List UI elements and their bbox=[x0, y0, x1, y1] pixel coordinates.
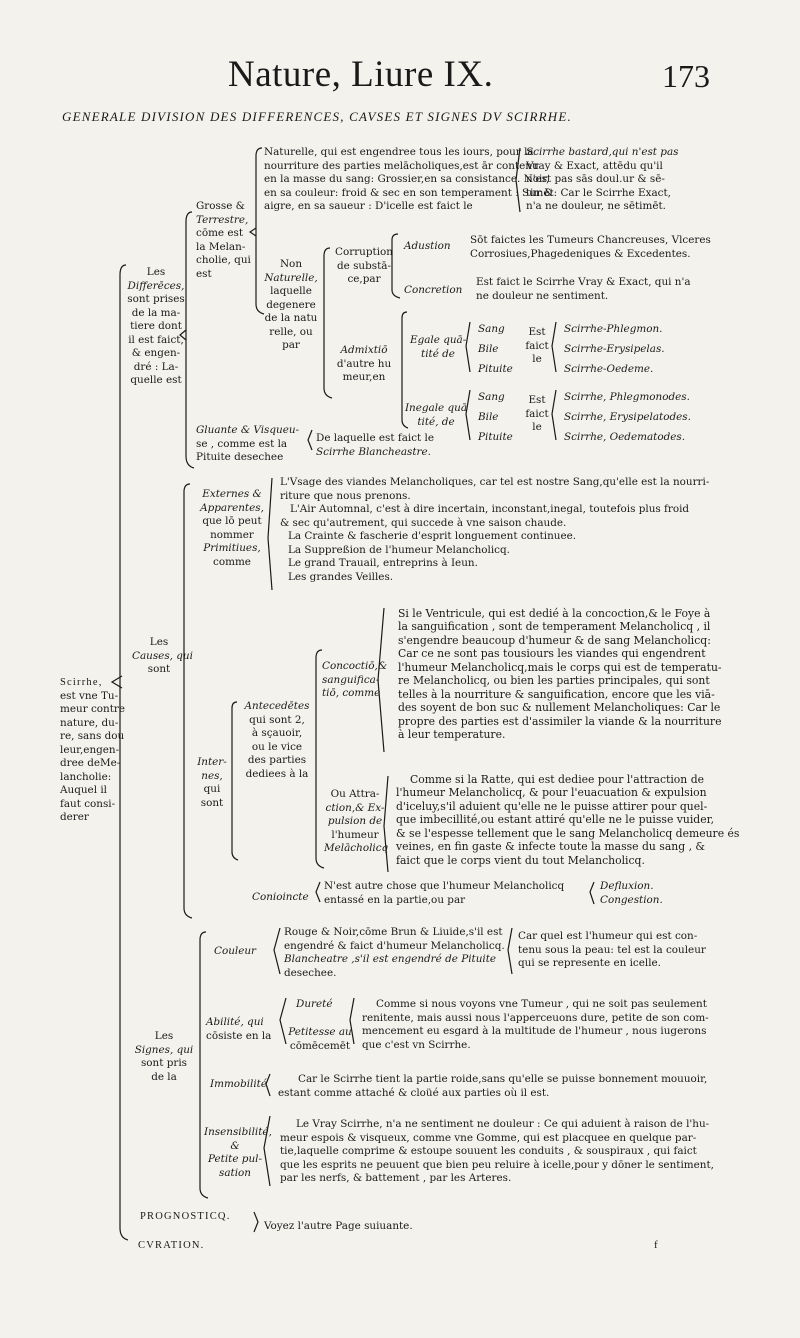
durete-label: Dureté bbox=[296, 998, 333, 1010]
concretion-result: Est faict le Scirrhe Vray & Exact, qui n'a ne douleur ne sentiment. bbox=[476, 276, 691, 302]
antecedentes-label: Antecedētes qui sont 2, à sçauoir, ou le vice des parties dediees à la bbox=[244, 700, 310, 780]
insensibilite-text: Le Vray Scirrhe, n'a ne sentiment ne douleur : Ce qui aduient à raison de l'hu- meur espois & visqueux, comme vne Gomme, qui est placquee en quelque par- tie,laquelle comprime & estoupe souuent les conduits , & souspiraux , qui faict que les esprits ne peuuent que bien peu reluire à icelle,pour y dōner le sentiment, par les nerfs, & battement , par les Arteres. bbox=[280, 1118, 714, 1185]
egale-results: Scirrhe-Phlegmon. Scirrhe-Erysipelas. Scirrhe-Oedeme. bbox=[564, 323, 665, 375]
internes-label: Inter- nes, qui sont bbox=[197, 756, 227, 809]
attraction-text: Comme si la Ratte, qui est dediee pour l'attraction de l'humeur Melancholicq, & pour l'euacuation & expulsion d'iceluy,s'il aduient qu'elle ne le puisse attirer pour quel- que imbecillité,ou estant attiré qu'elle ne le puisse vuider, & se l'espesse tellement que le sang Melancholicq demeure és veines, en fin gaste & infecte toute la masse du sang , & faict que le corps vient du tout Melancholicq. bbox=[396, 773, 740, 867]
adustion-label: Adustion bbox=[404, 240, 451, 252]
petitesse-label: Petitesse au cōmēcemēt bbox=[288, 1026, 352, 1052]
page-subtitle: GENERALE DIVISION DES DIFFERENCES, CAVSES ET SIGNES DV SCIRRHE. bbox=[62, 109, 572, 124]
page-title: Nature, Liure IX. bbox=[228, 54, 494, 95]
differences-label: Les Differēces, sont prises de la ma- tiere dont il est faict, & engen- dré : La- quelle est bbox=[127, 266, 185, 387]
corruption-label: Corruption de substā- ce,par bbox=[335, 246, 393, 286]
signes-label: Les Signes, qui sont pris de la bbox=[134, 1030, 194, 1083]
est-faict-inegale: Est faict le bbox=[525, 394, 549, 434]
habilite-text: Comme si nous voyons vne Tumeur , qui ne soit pas seulement renitente, mais aussi nous l'apperceuons dure, petite de son com- mencement eu esgard à la multitude de l'humeur , nous iugerons que c'est vn Scirrhe. bbox=[362, 998, 709, 1051]
conioincte-results: Defluxion. Congestion. bbox=[600, 880, 663, 906]
naturelle-text: Naturelle, qui est engendree tous les iours, pour la nourriture des parties melācholiques,est ār contenu en la masse du sang: Grossier,en sa consistance. Noir, en sa couleur: froid & sec en son temperament : Sur & aigre, en sa saueur : D'icelle est faict le bbox=[264, 146, 554, 213]
naturelle-result: Scirrhe bastard,qui n'est pas Vray & Exact, attēdu qu'il n'est pas sās doul.ur & sē- timēt: Car le Scirrhe Exact, n'a ne douleur, ne sētimēt. bbox=[526, 146, 679, 213]
habilite-label: Abilité, qui cōsiste en la bbox=[206, 1016, 272, 1042]
concoction-text: Si le Ventricule, qui est dedié à la concoction,& le Foye à la sanguification , sont de temperament Melancholicq , il s'engendre beaucoup d'humeur & de sang Melancholicq: Car ce ne sont pas tousiours les viandes qui engendrent l'humeur Melancholicq,mais le corps qui est de temperatu- re Melancholicq, ou bien les parties principales, qui sont telles à la nourriture & sanguification, encore que les viā- des soyent de bon suc & nullement Melancholiques: Car le propre des parties est d'assimiler la viande & la nourriture à leur temperature. bbox=[398, 607, 722, 742]
gluante-label: Gluante & Visqueu- se , comme est la Pituite desechee bbox=[196, 424, 300, 464]
insensibilite-label: Insensibilité, & Petite pul- sation bbox=[204, 1126, 272, 1179]
concretion-label: Concretion bbox=[404, 284, 463, 296]
externes-label: Externes & Apparentes, que lō peut nommer Primitiues, comme bbox=[200, 488, 264, 568]
non-naturelle-label: Non Naturelle, laquelle degenere de la natu relle, ou par bbox=[264, 258, 318, 352]
couleur-result: Car quel est l'humeur qui est con- tenu sous la peau: tel est la couleur qui se represente en icelle. bbox=[518, 930, 706, 970]
immobilite-text: Car le Scirrhe tient la partie roide,sans qu'elle se puisse bonnement mouuoir, estant comme attaché & cloüé aux parties où il est. bbox=[278, 1073, 708, 1099]
attraction-label: Ou Attra- ction,& Ex- pulsion de l'humeur Melācholicq bbox=[324, 788, 389, 855]
page-number: 173 bbox=[662, 58, 710, 94]
gluante-result: De laquelle est faict le Scirrhe Blancheastre. bbox=[316, 432, 434, 458]
externes-list: L'Vsage des viandes Melancholiques, car tel est nostre Sang,qu'elle est la nourri- riture que nous prenons. L'Air Automnal, c'est à dire incertain, inconstant,inegal, toutefois plus froid & sec qu'autrement, qui succede à vne saison chaude. La Crainte & fascherie d'esprit longuement continuee. La Suppreßion de l'humeur Melancholicq. Le grand Trauail, entreprins à Ieun. Les grandes Veilles. bbox=[280, 476, 710, 583]
prognostic-label: PROGNOSTICQ. bbox=[140, 1211, 231, 1222]
est-faict-egale: Est faict le bbox=[525, 326, 549, 366]
adustion-result: Sōt faictes les Tumeurs Chancreuses, Vlceres Corrosiues,Phagedeniques & Excedentes. bbox=[470, 234, 711, 260]
inegale-label: Inegale quā tité, de bbox=[404, 402, 468, 428]
curation-label: CVRATION. bbox=[138, 1240, 205, 1251]
egale-label: Egale quā- tité de bbox=[410, 334, 467, 360]
scirrhe-definition: Scirrhe, est vne Tu- meur contre nature, du- re, sans dou leur,engen- dree deMe- lancholie: Auquel il faut consi- derer bbox=[60, 677, 126, 824]
couleur-label: Couleur bbox=[214, 945, 257, 957]
causes-label: Les Causes, qui sont bbox=[132, 636, 193, 676]
couleur-text: Rouge & Noir,cōme Brun & Liuide,s'il est engendré & faict d'humeur Melancholicq. Blancheatre ,s'il est engendré de Pituite desechee. bbox=[284, 926, 505, 979]
immobilite-label: Immobilité bbox=[210, 1078, 268, 1090]
voyez-note: Voyez l'autre Page suiuante. bbox=[264, 1220, 413, 1232]
conioincte-text: N'est autre chose que l'humeur Melancholicq entassé en la partie,ou par bbox=[324, 880, 565, 906]
admixtion-label: Admixtiō d'autre hu meur,en bbox=[336, 344, 392, 384]
inegale-results: Scirrhe, Phlegmonodes. Scirrhe, Erysipelatodes. Scirrhe, Oedematodes. bbox=[564, 391, 691, 443]
humeurs-inegale: Sang Bile Pituite bbox=[478, 391, 513, 443]
conioincte-label: Conioincte bbox=[252, 891, 309, 903]
humeurs-egale: Sang Bile Pituite bbox=[478, 323, 513, 375]
signature-mark: f bbox=[654, 1239, 658, 1251]
grosse-label: Grosse & Terrestre, cōme est la Melan- cholie, qui est bbox=[196, 200, 251, 280]
concoction-label: Concoctiō,& sanguifica- tiō, comme bbox=[322, 660, 388, 700]
